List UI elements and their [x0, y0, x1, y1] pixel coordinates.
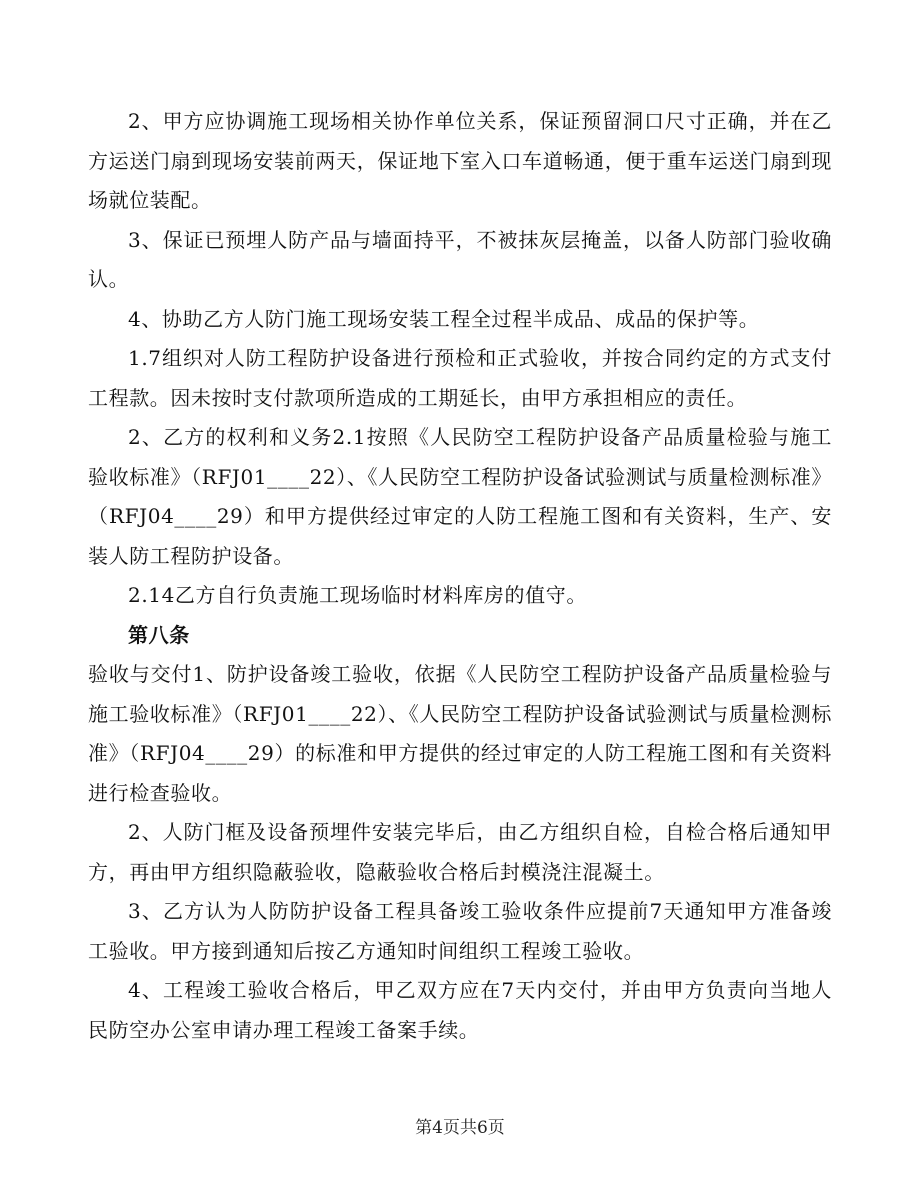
paragraph-completion-notice: 3、乙方认为人防防护设备工程具备竣工验收条件应提前7天通知甲方准备竣工验收。甲方接到通知后按乙方通知时间组织工程竣工验收。: [88, 899, 832, 963]
paragraph-self-inspection: 2、人防门框及设备预埋件安装完毕后，由乙方组织自检，自检合格后通知甲方，再由甲方组织隐蔽验收，隐蔽验收合格后封模浇注混凝土。: [88, 820, 832, 884]
paragraph-handover-filing: 4、工程竣工验收合格后，甲乙双方应在7天内交付，并由甲方负责向当地人民防空办公室申请办理工程竣工备案手续。: [88, 978, 832, 1042]
paragraph-party-b-rights: 2、乙方的权利和义务2.1按照《人民防空工程防护设备产品质量检验与施工验收标准》（RFJ01____22）、《人民防空工程防护设备试验测试与质量检测标准》（RFJ04____29）和甲方提供经过审定的人防工程施工图和有关资料，生产、安装人防工程防护设备。: [88, 425, 832, 568]
paragraph-3-embedded-products: 3、保证已预埋人防产品与墙面持平，不被抹灰层掩盖，以备人防部门验收确认。: [88, 227, 832, 291]
paragraph-1-7-acceptance: 1.7组织对人防工程防护设备进行预检和正式验收，并按合同约定的方式支付工程款。因未按时支付款项所造成的工期延长，由甲方承担相应的责任。: [88, 346, 832, 410]
document-body: [88, 102, 832, 1050]
paragraph-2-14-storage: 2.14乙方自行负责施工现场临时材料库房的值守。: [128, 583, 587, 607]
article-heading: 第八条: [128, 622, 190, 647]
paragraph-2-party-a-coordination: 2、甲方应协调施工现场相关协作单位关系，保证预留洞口尺寸正确，并在乙方运送门扇到现场安装前两天，保证地下室入口车道畅通，便于重车运送门扇到现场就位装配。: [88, 109, 832, 212]
page-number-footer: 第4页共6页: [415, 1118, 505, 1138]
paragraph-acceptance-delivery: 验收与交付1、防护设备竣工验收，依据《人民防空工程防护设备产品质量检验与施工验收标准》（RFJ01____22）、《人民防空工程防护设备试验测试与质量检测标准》（RFJ04____29）的标准和甲方提供的经过审定的人防工程施工图和有关资料进行检查验收。: [88, 662, 832, 805]
paragraph-4-protection: 4、协助乙方人防门施工现场安装工程全过程半成品、成品的保护等。: [128, 306, 760, 331]
